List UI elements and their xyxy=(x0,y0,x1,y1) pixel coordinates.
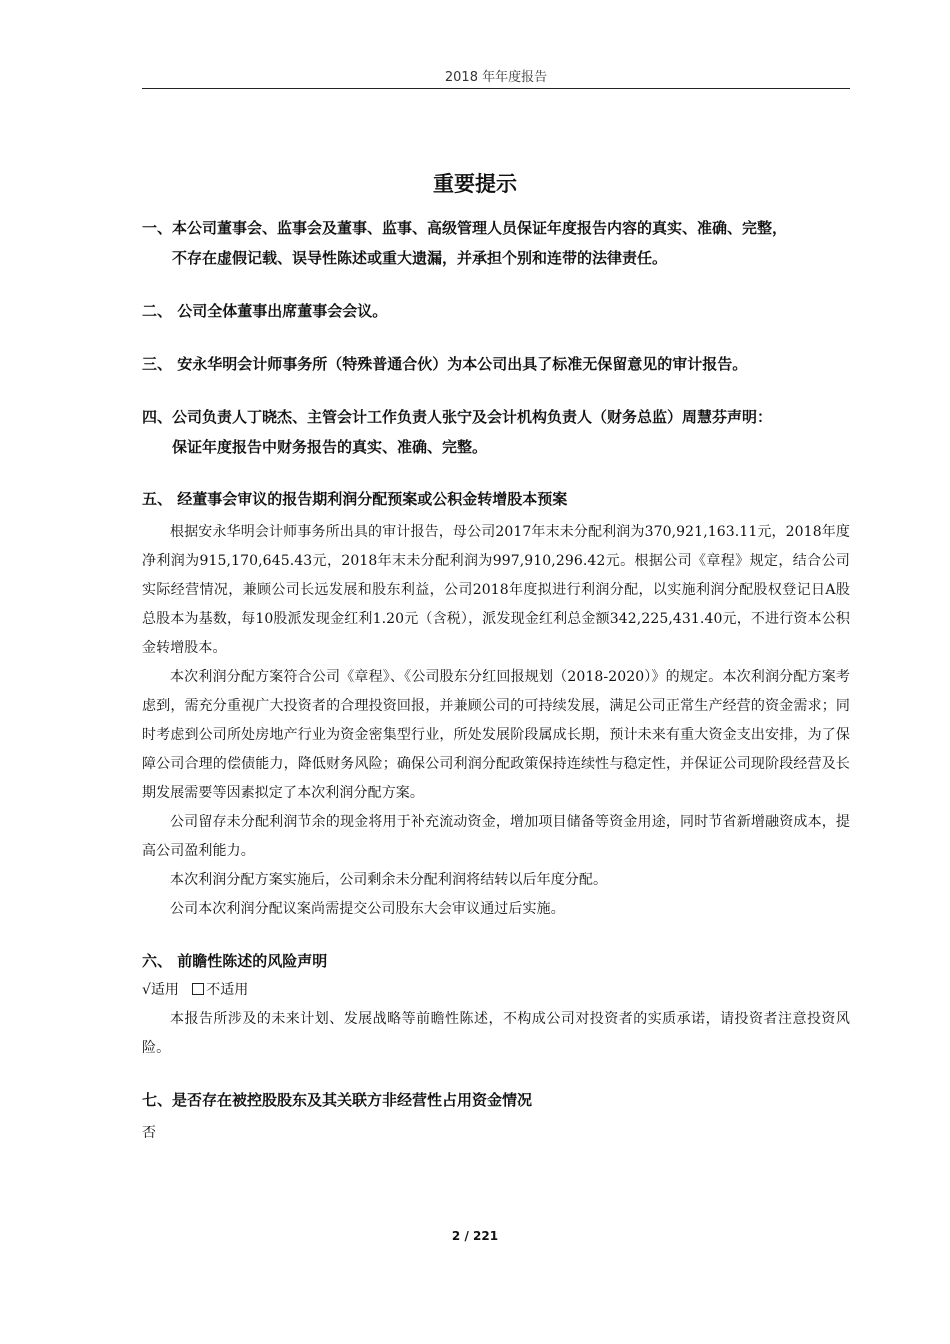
section-5-paragraph-5: 公司本次利润分配议案尚需提交公司股东大会审议通过后实施。 xyxy=(170,901,565,917)
page-title: 重要提示 xyxy=(433,172,517,196)
section-6-paragraph-1: 本报告所涉及的未来计划、发展战略等前瞻性陈述，不构成公司对投资者的实质承诺，请投资者注意投资风险。 xyxy=(142,1011,850,1056)
section-1-line2: 不存在虚假记载、误导性陈述或重大遗漏，并承担个别和连带的法律责任。 xyxy=(172,249,668,267)
section-5-paragraph-2: 本次利润分配方案符合公司《章程》、《公司股东分红回报规划（2018-2020）》的规定。本次利润分配方案考虑到，需充分重视广大投资者的合理投资回报，并兼顾公司的可持续发展，满足公司正常生产经营的资金需求；同时考虑到公司所处房地产行业为资金密集型行业，所处发展阶段属成长期，预计未来有重大资金支出安排，为了保障公司合理的偿债能力，降低财务风险；确保公司利润分配政策保持连续性与稳定性，并保证公司现阶段经营及长期发展需要等因素拟定了本次利润分配方案。 xyxy=(142,669,850,801)
checkbox-icon xyxy=(192,983,204,995)
section-4-line2: 保证年度报告中财务报告的真实、准确、完整。 xyxy=(172,438,488,456)
section-3: 三、 安永华明会计师事务所（特殊普通合伙）为本公司出具了标准无保留意见的审计报告。 xyxy=(142,355,748,373)
section-1 xyxy=(142,213,850,273)
section-5-paragraph-3: 公司留存未分配利润节余的现金将用于补充流动资金，增加项目储备等资金用途，同时节省新增融资成本，提高公司盈利能力。 xyxy=(142,814,850,859)
header-divider xyxy=(142,88,850,89)
section-6-heading: 六、 前瞻性陈述的风险声明 xyxy=(142,952,328,970)
page-number: 2 / 221 xyxy=(451,1229,499,1243)
section-7-heading: 七、是否存在被控股股东及其关联方非经营性占用资金情况 xyxy=(142,1091,533,1109)
not-applicable-option: 不适用 xyxy=(206,982,249,998)
applicability-options xyxy=(142,976,850,1005)
section-5-heading: 五、 经董事会审议的报告期利润分配预案或公积金转增股本预案 xyxy=(142,490,568,508)
section-1-line1: 一、本公司董事会、监事会及董事、监事、高级管理人员保证年度报告内容的真实、准确、完整， xyxy=(142,219,788,237)
section-5-paragraph-1: 根据安永华明会计师事务所出具的审计报告，母公司2017年末未分配利润为370,921,163.11元，2018年度净利润为915,170,645.43元，2018年末未分配利润为997,910,296.42元。根据公司《章程》规定，结合公司实际经营情况，兼顾公司长远发展和股东利益，公司2018年度拟进行利润分配，以实施利润分配股权登记日A股总股本为基数，每10股派发现金红利1.20元（含税），派发现金红利总金额342,225,431.40元，不进行资本公积金转增股本。 xyxy=(142,524,850,656)
section-2: 二、 公司全体董事出席董事会会议。 xyxy=(142,302,388,320)
applicable-option: √适用 xyxy=(142,982,179,998)
section-4 xyxy=(142,402,850,462)
section-4-line1: 四、公司负责人丁晓杰、主管会计工作负责人张宁及会计机构负责人（财务总监）周慧芬声明： xyxy=(142,408,773,426)
document-body xyxy=(142,213,850,1148)
page-header: 2018 年年度报告 xyxy=(444,70,548,85)
section-5-paragraph-4: 本次利润分配方案实施后，公司剩余未分配利润将结转以后年度分配。 xyxy=(170,872,608,888)
section-7-answer: 否 xyxy=(142,1125,156,1141)
